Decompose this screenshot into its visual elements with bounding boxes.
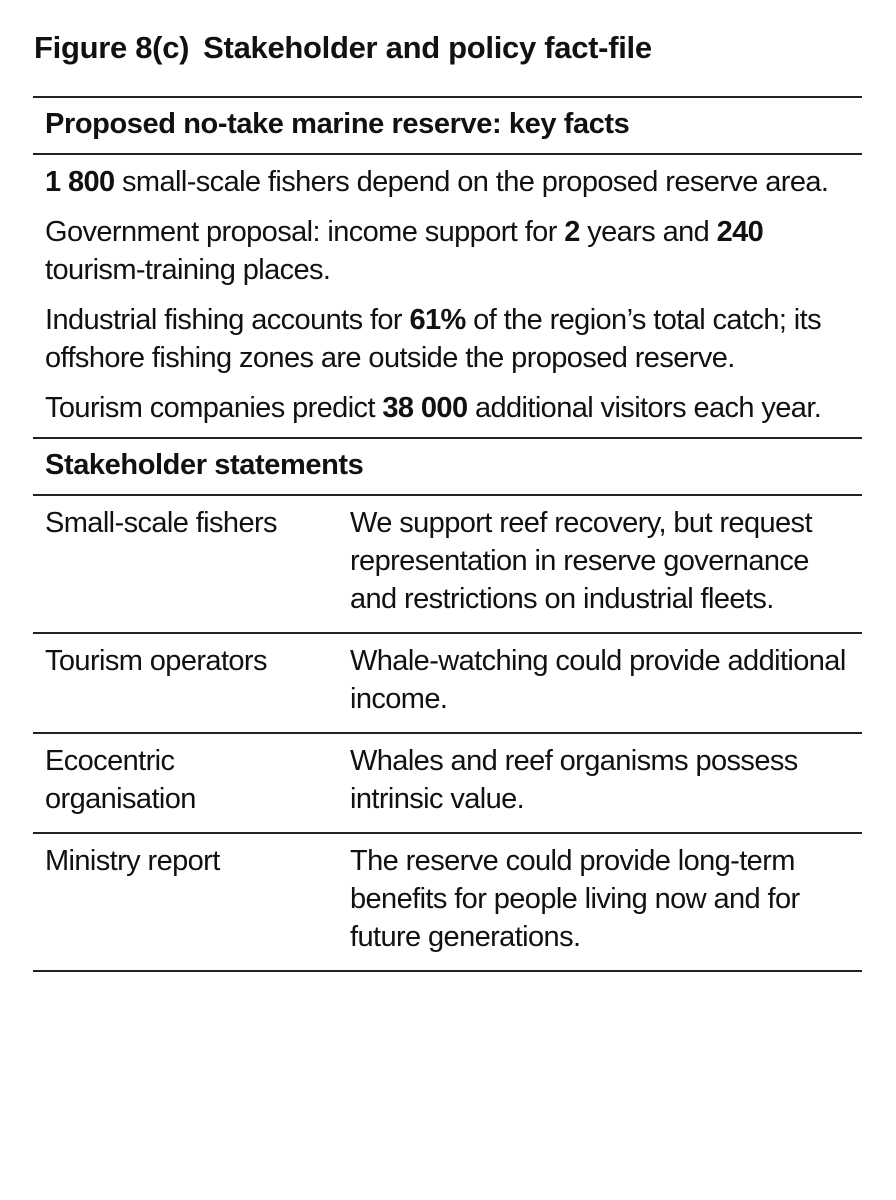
statement-row (33, 496, 862, 634)
stakeholder-statement: Whale-watching could provide additional income. (350, 645, 846, 715)
key-fact-3: Industrial fishing accounts for 61% of the region’s total catch; its offshore fishing zones are outside the proposed reserve. (45, 304, 821, 374)
statement-row (33, 634, 862, 734)
key-fact-2: Government proposal: income support for 2 years and 240 tourism-training places. (45, 216, 764, 286)
stakeholder-statement: The reserve could provide long-term benefits for people living now and for future generations. (350, 845, 800, 953)
figure-title (34, 30, 652, 66)
figure-label: Figure 8(c) (34, 30, 190, 65)
fact-file-table (33, 96, 862, 972)
stakeholder-statement: We support reef recovery, but request representation in reserve governance and restrictions on industrial fleets. (350, 507, 812, 615)
key-fact-4: Tourism companies predict 38 000 additional visitors each year. (45, 392, 822, 424)
stakeholder-name: Tourism operators (45, 645, 267, 677)
figure-caption: Stakeholder and policy fact-file (203, 30, 652, 65)
statement-row (33, 834, 862, 972)
stakeholder-name: Ecocentric organisation (45, 745, 196, 815)
key-fact-1: 1 800 small-scale fishers depend on the proposed reserve area. (45, 166, 829, 198)
stakeholder-name: Ministry report (45, 845, 220, 877)
stakeholder-name: Small-scale fishers (45, 507, 277, 539)
statement-row (33, 734, 862, 834)
key-facts-heading: Proposed no-take marine reserve: key facts (33, 98, 862, 155)
key-facts-list (33, 155, 862, 439)
stakeholder-statements-heading: Stakeholder statements (33, 439, 862, 496)
stakeholder-statement: Whales and reef organisms possess intrinsic value. (350, 745, 798, 815)
